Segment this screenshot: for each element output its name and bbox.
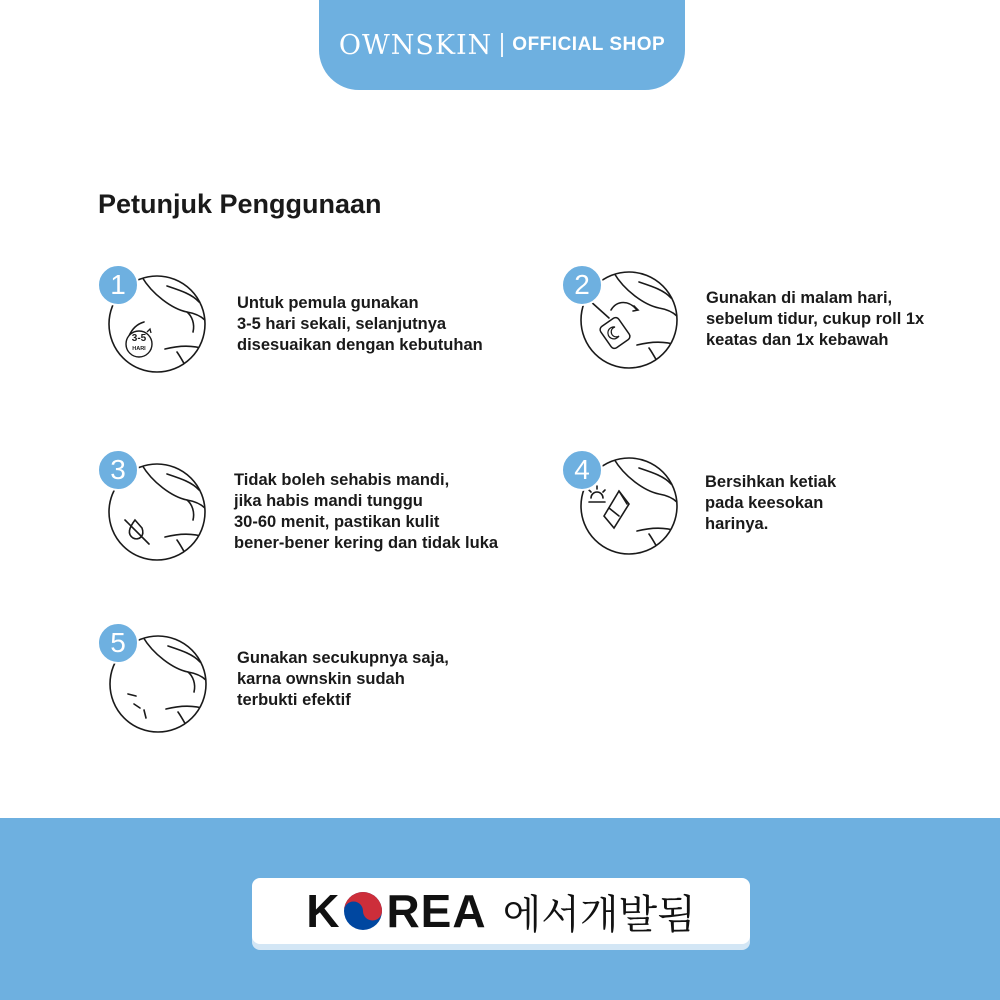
step-3-text bbox=[234, 470, 498, 554]
step-4-text bbox=[705, 472, 836, 535]
step-3-number-badge: 3 bbox=[97, 449, 139, 491]
step-1-icon-label-top: 3-5 bbox=[131, 333, 147, 344]
step-4-line-3: harinya. bbox=[705, 515, 769, 533]
step-1-line-3: disesuaikan dengan kebutuhan bbox=[237, 336, 483, 354]
step-3-line-4: bener-bener kering dan tidak luka bbox=[234, 534, 499, 552]
step-2-line-1: Gunakan di malam hari, bbox=[706, 289, 893, 307]
brand-tagline: OFFICIAL SHOP bbox=[512, 34, 666, 55]
korea-letter-k: K bbox=[306, 885, 341, 937]
step-3-line-3: 30-60 menit, pastikan kulit bbox=[234, 513, 440, 531]
step-1-number-badge: 1 bbox=[97, 264, 139, 306]
step-5-line-1: Gunakan secukupnya saja, bbox=[237, 649, 449, 667]
step-5-number-badge: 5 bbox=[97, 622, 139, 664]
step-1-text bbox=[237, 293, 483, 356]
step-2-line-3: keatas dan 1x kebawah bbox=[706, 331, 889, 349]
korea-word bbox=[306, 884, 486, 938]
step-4-line-2: pada keesokan bbox=[705, 494, 824, 512]
brand-logo[interactable]: OWNSKIN bbox=[338, 29, 493, 61]
step-5-line-3: terbukti efektif bbox=[237, 691, 351, 709]
header-tab bbox=[319, 0, 685, 90]
korea-badge bbox=[252, 878, 750, 944]
page-title: Petunjuk Penggunaan bbox=[98, 189, 382, 219]
step-4-number-badge: 4 bbox=[561, 449, 603, 491]
step-2-line-2: sebelum tidur, cukup roll 1x bbox=[706, 310, 925, 328]
step-2-text bbox=[706, 288, 924, 351]
step-3-line-1: Tidak boleh sehabis mandi, bbox=[234, 471, 450, 489]
step-5-line-2: karna ownskin sudah bbox=[237, 670, 405, 688]
brand-divider bbox=[501, 33, 503, 57]
step-3-line-2: jika habis mandi tunggu bbox=[234, 492, 423, 510]
korea-letters-rest: REA bbox=[386, 885, 487, 937]
step-2-number-badge: 2 bbox=[561, 264, 603, 306]
step-1-line-2: 3-5 hari sekali, selanjutnya bbox=[237, 315, 447, 333]
korea-hangul-text: 에서개발됨 bbox=[502, 891, 696, 938]
step-1-icon-label-bottom: HARI bbox=[132, 346, 146, 352]
step-5-text bbox=[237, 648, 449, 711]
taegeuk-icon bbox=[343, 891, 383, 931]
step-1-line-1: Untuk pemula gunakan bbox=[237, 294, 419, 312]
step-4-line-1: Bersihkan ketiak bbox=[705, 473, 837, 491]
